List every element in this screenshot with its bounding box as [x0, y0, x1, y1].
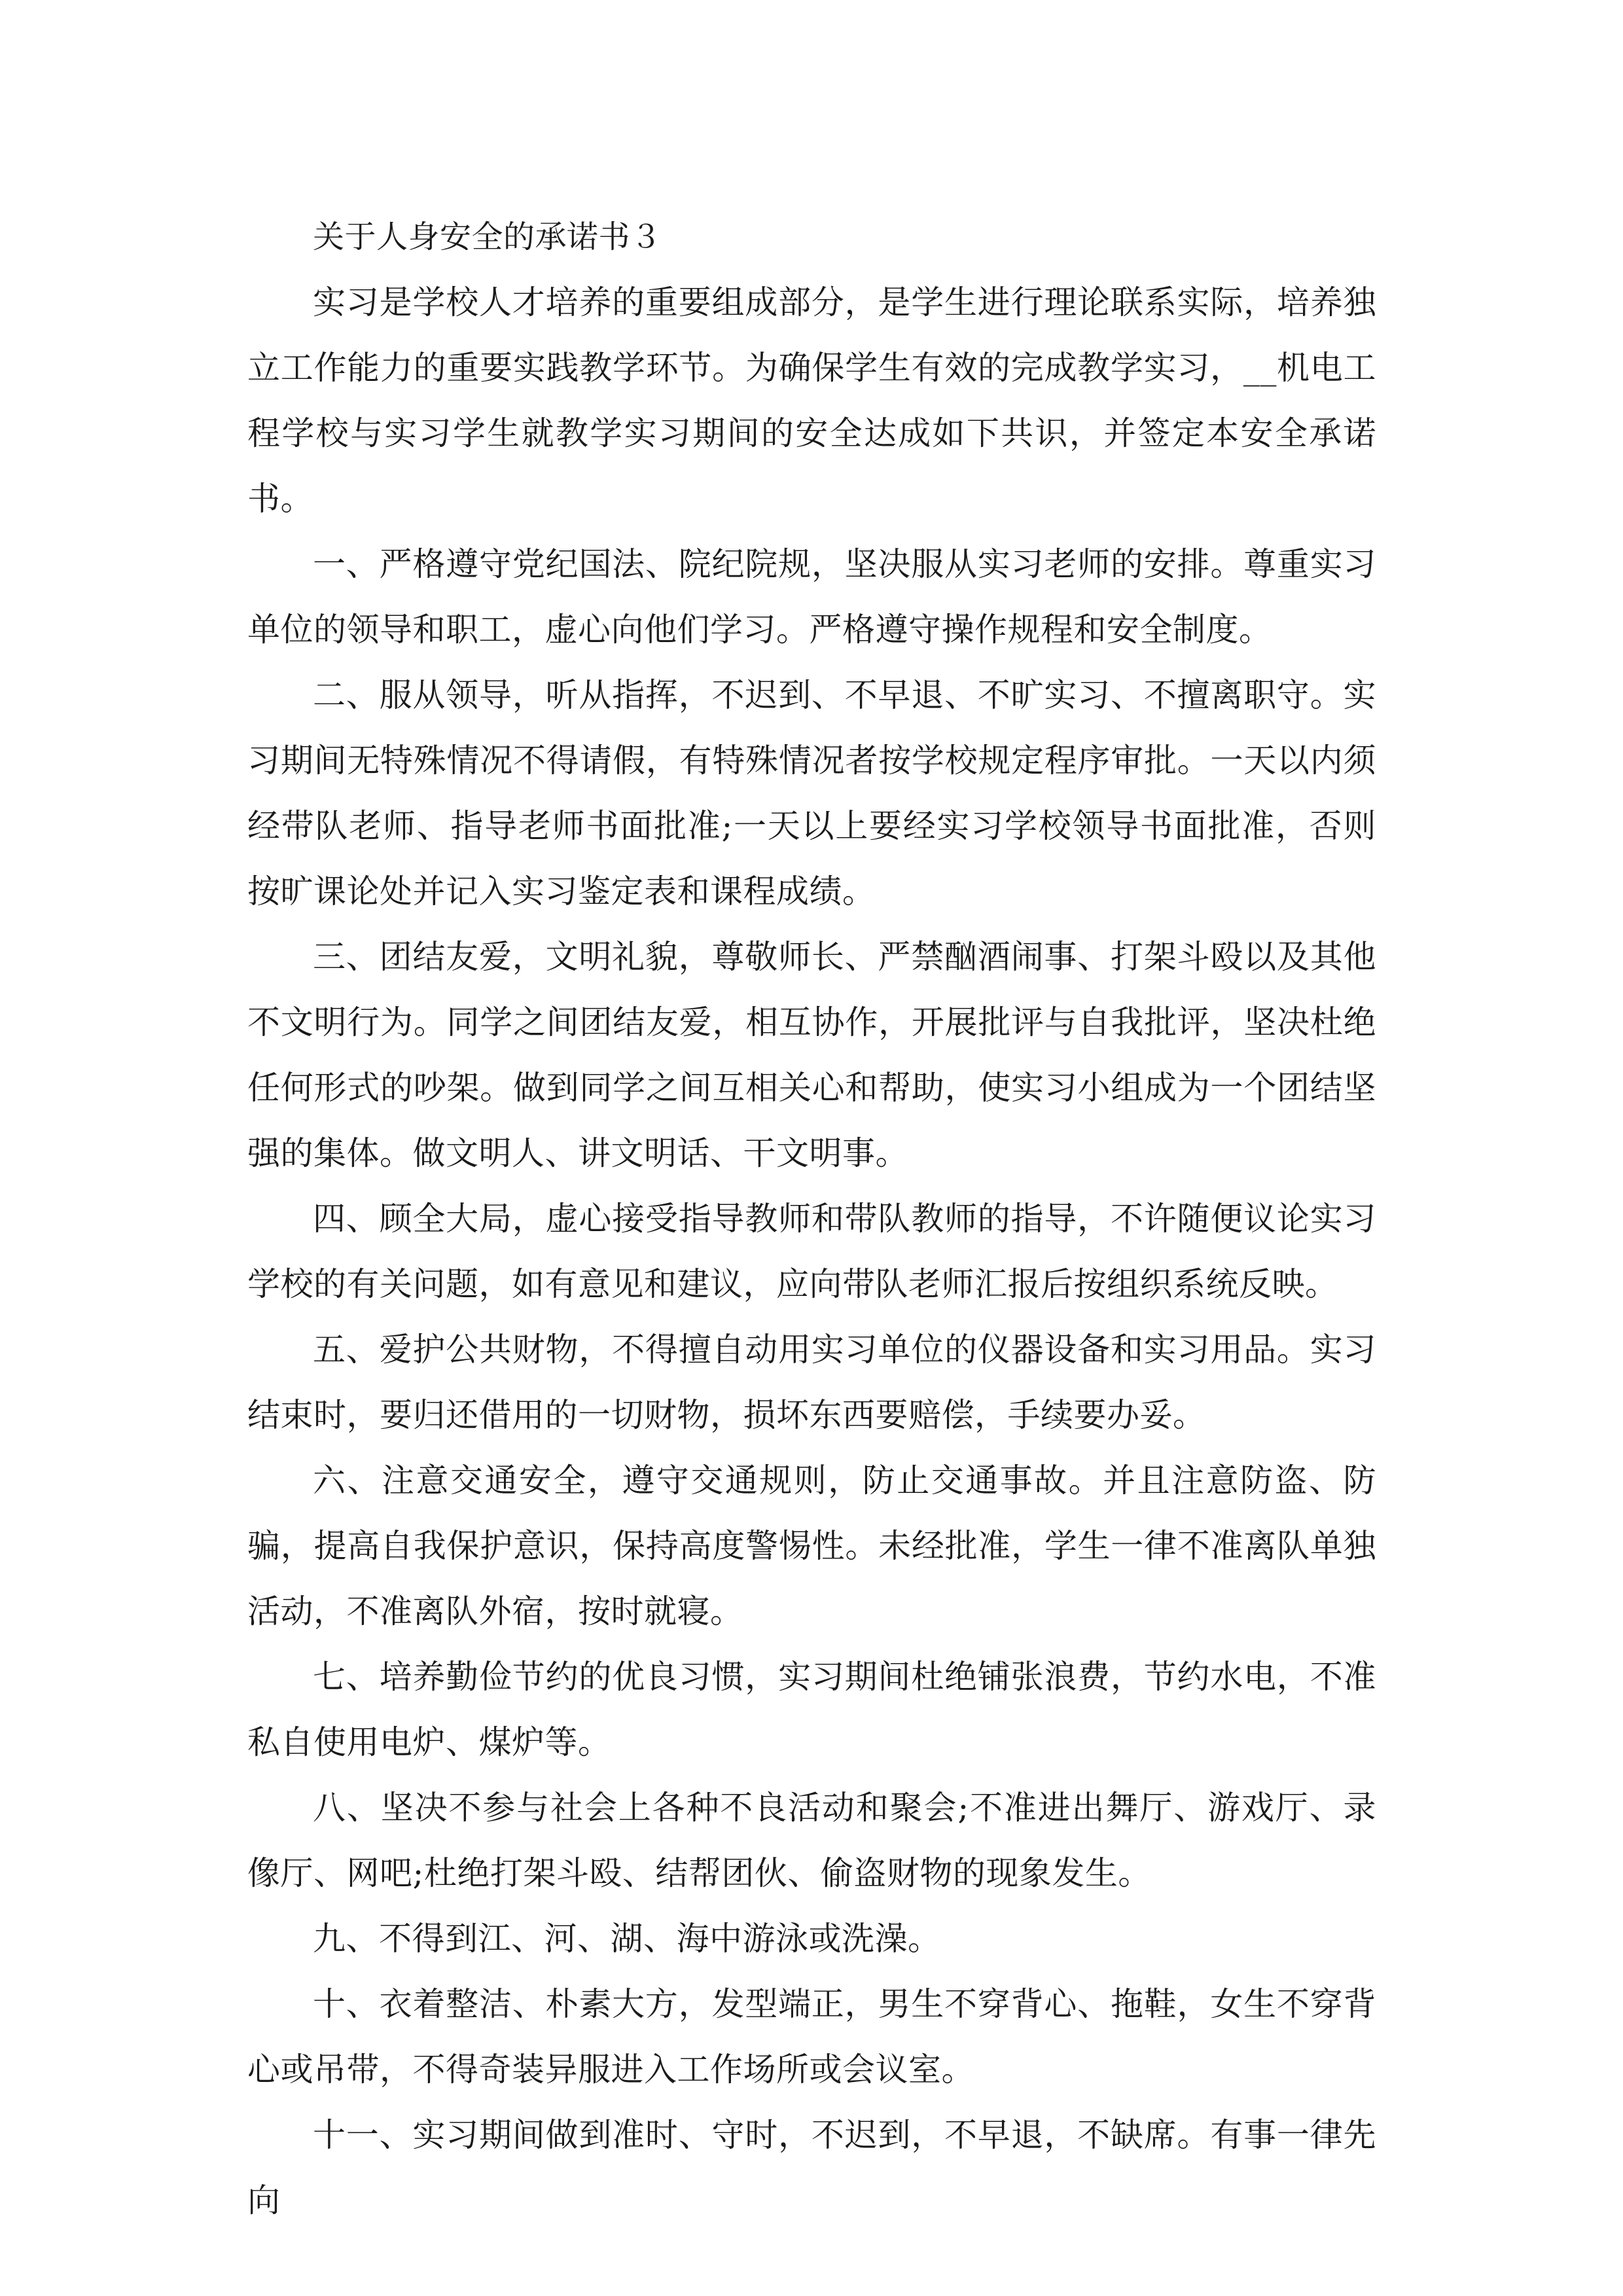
paragraph-item-10: 十、衣着整洁、朴素大方，发型端正，男生不穿背心、拖鞋，女生不穿背心或吊带，不得奇装异服进入工作场所或会议室。 — [247, 1985, 1376, 2089]
paragraph-item-5: 五、爱护公共财物，不得擅自动用实习单位的仪器设备和实习用品。实习结束时，要归还借用的一切财物，损坏东西要赔偿，手续要办妥。 — [247, 1331, 1376, 1434]
paragraph-item-9: 九、不得到江、河、湖、海中游泳或洗澡。 — [313, 1920, 941, 1958]
paragraph-item-11: 十一、实习期间做到准时、守时，不迟到，不早退，不缺席。有事一律先向 — [247, 2116, 1376, 2219]
paragraph-item-8: 八、坚决不参与社会上各种不良活动和聚会;不准进出舞厅、游戏厅、录像厅、网吧;杜绝打架斗殴、结帮团伙、偷盗财物的现象发生。 — [247, 1789, 1376, 1892]
paragraph-item-2: 二、服从领导，听从指挥，不迟到、不早退、不旷实习、不擅离职守。实习期间无特殊情况不得请假，有特殊情况者按学校规定程序审批。一天以内须经带队老师、指导老师书面批准;一天以上要经实习学校领导书面批准，否则按旷课论处并记入实习鉴定表和课程成绩。 — [247, 676, 1376, 910]
paragraph-item-3: 三、团结友爱，文明礼貌，尊敬师长、严禁酗酒闹事、打架斗殴以及其他不文明行为。同学之间团结友爱，相互协作，开展批评与自我批评，坚决杜绝任何形式的吵架。做到同学之间互相关心和帮助，使实习小组成为一个团结坚强的集体。做文明人、讲文明话、干文明事。 — [247, 938, 1376, 1172]
document-title: 关于人身安全的承诺书３ — [313, 219, 662, 255]
paragraph-item-7: 七、培养勤俭节约的优良习惯，实习期间杜绝铺张浪费，节约水电，不准私自使用电炉、煤炉等。 — [247, 1658, 1376, 1761]
paragraph-intro: 实习是学校人才培养的重要组成部分，是学生进行理论联系实际，培养独立工作能力的重要实践教学环节。为确保学生有效的完成教学实习，__机电工程学校与实习学生就教学实习期间的安全达成如下共识，并签定本安全承诺书。 — [247, 283, 1376, 518]
paragraph-item-1: 一、严格遵守党纪国法、院纪院规，坚决服从实习老师的安排。尊重实习单位的领导和职工，虚心向他们学习。严格遵守操作规程和安全制度。 — [247, 545, 1376, 649]
paragraph-item-6: 六、注意交通安全，遵守交通规则，防止交通事故。并且注意防盗、防骗，提高自我保护意识，保持高度警惕性。未经批准，学生一律不准离队单独活动，不准离队外宿，按时就寝。 — [247, 1462, 1376, 1630]
paragraph-item-4: 四、顾全大局，虚心接受指导教师和带队教师的指导，不许随便议论实习学校的有关问题，如有意见和建议，应向带队老师汇报后按组织系统反映。 — [247, 1200, 1376, 1303]
document-body — [247, 204, 1376, 2233]
